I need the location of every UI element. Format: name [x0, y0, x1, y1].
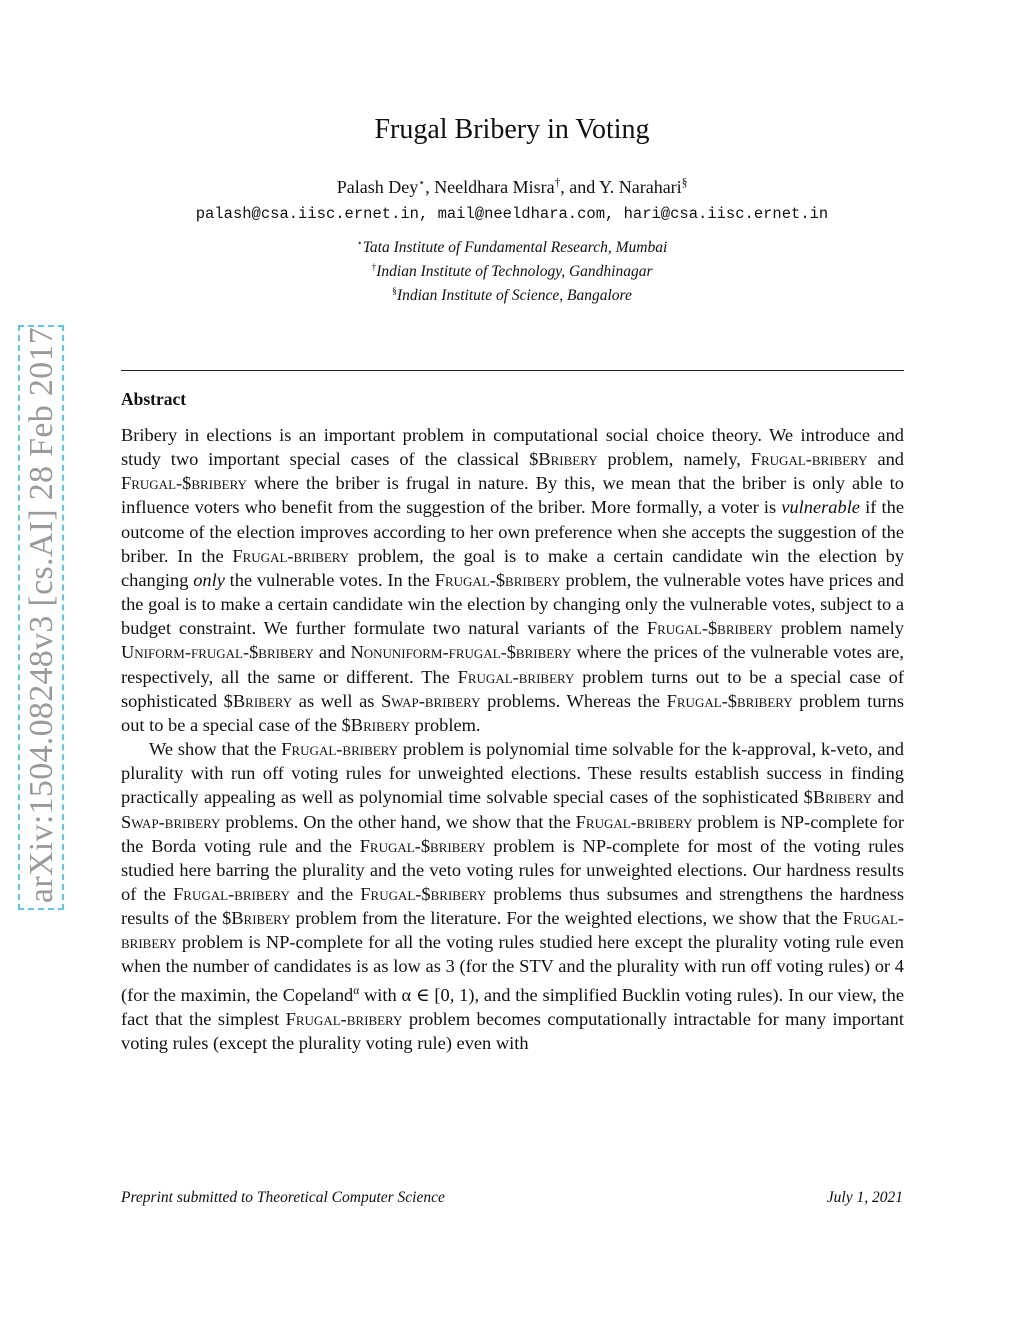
problem-name: Uniform-frugal-$bribery: [121, 642, 314, 663]
arxiv-identifier: arXiv:1504.08248v3 [cs.AI] 28 Feb 2017: [23, 326, 60, 904]
author-separator: ,: [425, 177, 435, 197]
text-run: if the outcome of the election improves according to her own preference when she accepts the suggestion of the briber. In the: [121, 497, 904, 566]
problem-name: Bribery: [538, 449, 598, 470]
text-run: problem is NP-complete for the Borda voting rule and the: [121, 811, 904, 856]
text-run: problem from the literature. For the weighted elections, we show that the: [290, 908, 843, 929]
problem-name: Bribery: [232, 690, 293, 711]
text-run: problem.: [410, 714, 481, 735]
text-run: with α ∈ [0, 1), and the simplified Bucklin voting rules). In our view, the fact that the simplest: [121, 984, 904, 1029]
affiliation: [0, 282, 1024, 306]
text-run: Bribery in elections is an important problem in computational social choice theory. We introduce and study two important special cases of the classical $: [121, 425, 904, 470]
problem-name: Frugal-bribery: [285, 1008, 403, 1029]
affiliation-text: Tata Institute of Fundamental Research, Mumbai: [362, 239, 668, 257]
text-run: problems. On the other hand, we show that the: [220, 811, 576, 832]
text-run: and: [313, 642, 351, 663]
problem-name: Frugal-bribery: [121, 908, 904, 953]
abstract-body: [121, 423, 904, 1055]
text-run: problem is NP-complete for all the voting rules studied here except the plurality voting rule even when the number of candidates is as low as 3 (for the STV and the plurality with run off voting rules) or 4 (for the maximin, the Copeland: [121, 932, 904, 1005]
affiliation: [0, 258, 1024, 282]
text-run: problem turns out to be a special case of the $: [121, 690, 904, 735]
affiliation-text: Indian Institute of Science, Bangalore: [396, 287, 632, 305]
affiliation-mark: †: [371, 262, 377, 274]
text-run: problem, the vulnerable votes have prices and the goal is to make a certain candidate win the election by changing only the vulnerable votes, subject to a budget constraint. We further formulate two natural variants of the: [121, 569, 904, 639]
author-list: [0, 176, 1024, 198]
affiliation-text: Indian Institute of Technology, Gandhinagar: [376, 263, 653, 281]
affiliations: [0, 234, 1024, 306]
affiliation: [0, 234, 1024, 258]
author-emails: palash@csa.iisc.ernet.in, mail@neeldhara.com, hari@csa.iisc.ernet.in: [195, 205, 829, 223]
text-run: problems. Whereas the: [480, 690, 667, 711]
affiliation-mark: ⋆: [356, 238, 363, 249]
problem-name: Frugal-$bribery: [646, 618, 773, 639]
text-run: problem is polynomial time solvable for the k-approval, k-veto, and plurality with run off voting rules for unweighted elections. These results establish success in finding practically appealing as well as polynomial time solvable special cases of the sophisticated $: [121, 739, 904, 808]
text-run: as well as: [292, 690, 382, 711]
text-run: where the briber is frugal in nature. By this, we mean that the briber is only able to influence voters who benefit from the suggestion of the briber. More formally, a voter is: [121, 473, 904, 518]
text-run: and: [872, 787, 905, 808]
abstract-paragraph-1: [121, 423, 904, 737]
problem-name: Frugal-$bribery: [360, 883, 487, 904]
abstract-heading: Abstract: [121, 389, 187, 409]
problem-name: Swap-bribery: [381, 690, 481, 711]
problem-name: Frugal-bribery: [281, 739, 399, 760]
problem-name: Frugal-bribery: [750, 449, 868, 470]
text-run: the vulnerable votes. In the: [224, 569, 435, 590]
problem-name: Nonuniform-frugal-$bribery: [350, 642, 572, 663]
text-run: problem, the goal is to make a certain candidate win the election by changing: [121, 545, 904, 590]
text-run: problem becomes computationally intractable for many important voting rules (except the plurality voting rule) even with: [121, 1008, 904, 1054]
text-run: We show that the: [149, 739, 282, 760]
footer-journal: Preprint submitted to Theoretical Computer Science: [121, 1189, 445, 1206]
text-run: where the prices of the vulnerable votes are, respectively, all the same or different. The: [121, 642, 904, 687]
problem-name: Bribery: [812, 787, 873, 808]
superscript: α: [353, 984, 360, 997]
text-run: and the: [289, 883, 361, 904]
problem-name: Frugal-bribery: [232, 545, 350, 566]
problem-name: Bribery: [231, 908, 291, 929]
problem-name: Bribery: [350, 714, 411, 735]
problem-name: Frugal-$bribery: [121, 473, 247, 494]
affiliation-mark: §: [392, 286, 397, 298]
horizontal-rule: [121, 370, 904, 371]
text-run: problems thus subsumes and strengthens the hardness results of the $: [121, 883, 904, 929]
problem-name: Frugal-bribery: [173, 883, 290, 904]
problem-name: Frugal-bribery: [457, 666, 575, 687]
emphasis: only: [193, 569, 225, 590]
author-mark: §: [681, 177, 688, 189]
text-run: problem is NP-complete for most of the voting rules studied here barring the plurality and the veto voting rules for unweighted elections. Our hardness results of the: [121, 835, 904, 904]
author-mark: ⋆: [418, 177, 426, 189]
author-name: Y. Narahari: [599, 177, 682, 197]
author-name: Neeldhara Misra: [434, 177, 555, 197]
text-run: problem namely: [772, 618, 904, 639]
text-run: and: [867, 449, 904, 470]
text-run: problem turns out to be a special case of sophisticated $: [121, 666, 904, 711]
abstract-paragraph-2: [121, 737, 904, 1055]
emphasis: vulnerable: [781, 497, 860, 518]
text-run: problem, namely,: [597, 449, 751, 470]
problem-name: Swap-bribery: [121, 811, 221, 832]
author-name: Palash Dey: [336, 177, 419, 197]
problem-name: Frugal-$bribery: [359, 835, 486, 856]
problem-name: Frugal-$bribery: [434, 569, 561, 590]
problem-name: Frugal-$bribery: [666, 690, 793, 711]
footer-date: July 1, 2021: [826, 1189, 903, 1206]
paper-title: Frugal Bribery in Voting: [374, 114, 650, 145]
author-mark: †: [554, 177, 561, 189]
author-separator: , and: [560, 177, 600, 197]
problem-name: Frugal-bribery: [575, 811, 693, 832]
